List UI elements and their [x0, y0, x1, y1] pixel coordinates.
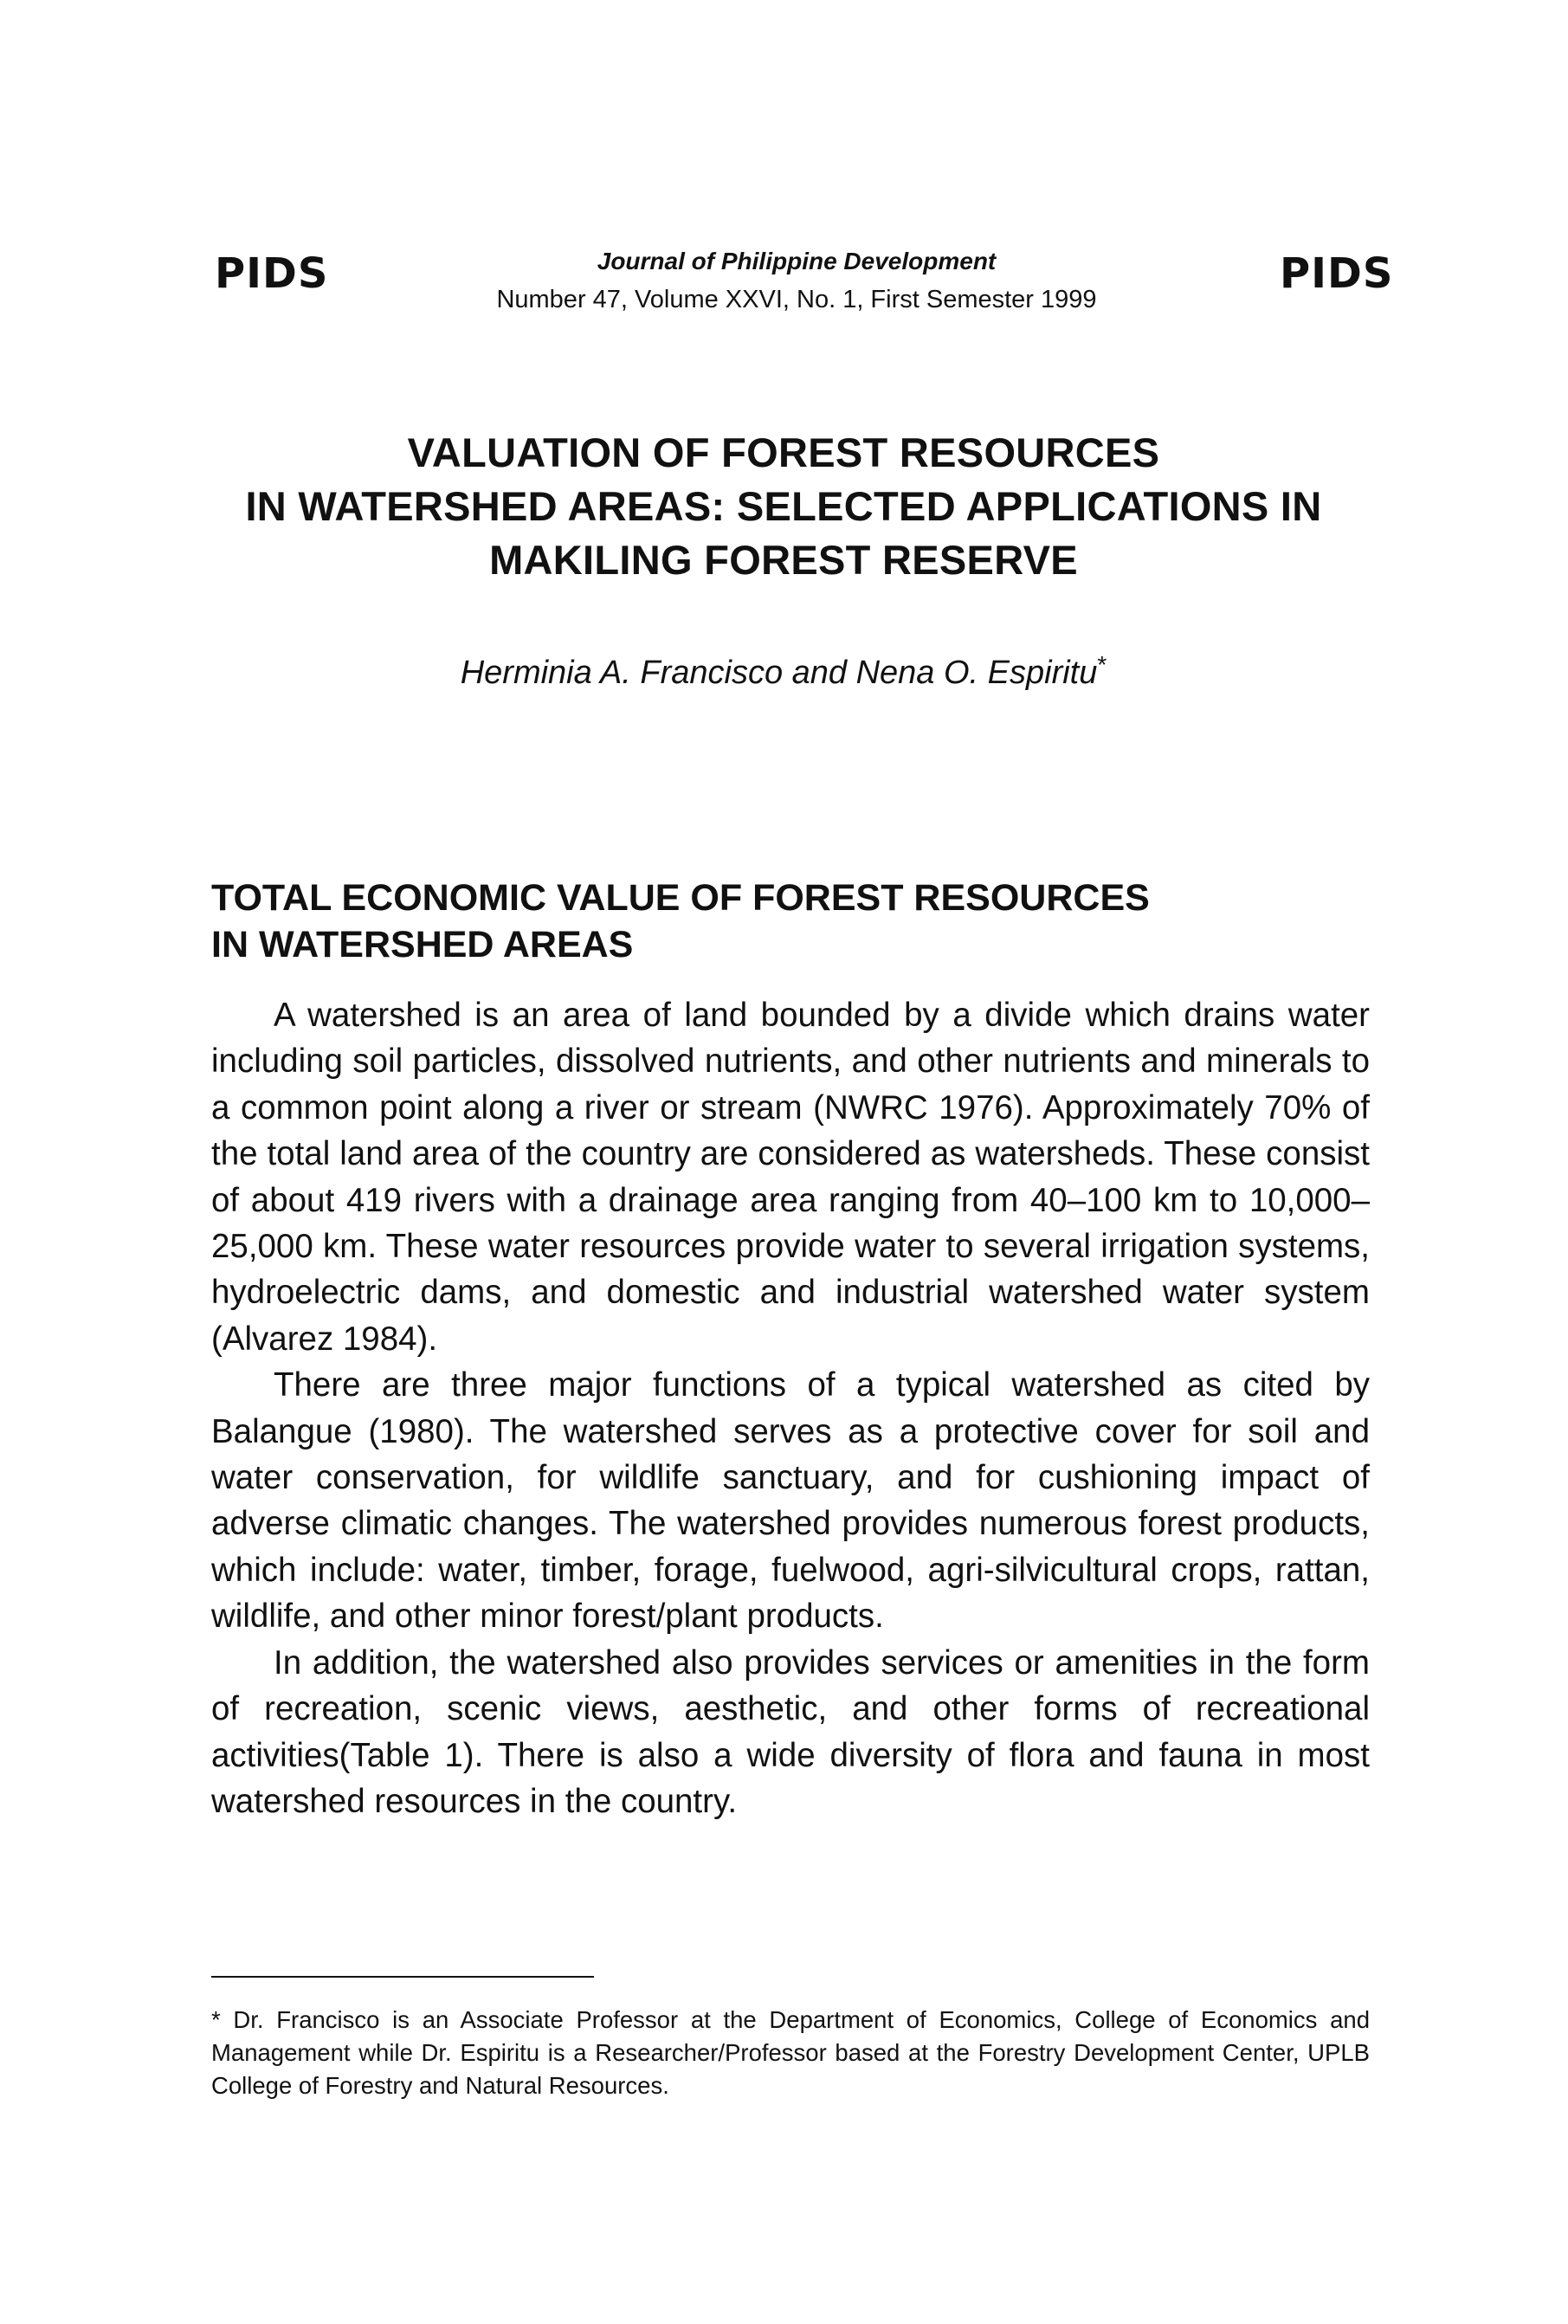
author-footnote-marker: * — [1097, 651, 1107, 678]
title-line-3: MAKILING FOREST RESERVE — [489, 537, 1078, 583]
title-line-1: VALUATION OF FOREST RESOURCES — [407, 429, 1160, 475]
author-names: Herminia A. Francisco and Nena O. Espiritu — [460, 655, 1098, 691]
paragraph-1: A watershed is an area of land bounded by a divide which drains water including soil particles, dissolved nutrients, and other nutrients and minerals to a common point along a river or stream (NWRC 1976). Approximately 70% of the total land area of the country are considered as watersheds. These consist of about 419 rivers with a drainage area ranging from 40–100 km to 10,000–25,000 km. These water resources provide water to several irrigation systems, hydroelectric dams, and domestic and industrial watershed water system (Alvarez 1984). — [211, 997, 1370, 1358]
paragraph-3: In addition, the watershed also provides services or amenities in the form of recreation, scenic views, aesthetic, and other forms of recreational activities(Table 1). There is also a wide diversity of flora and fauna in most watershed resources in the country. — [211, 1643, 1370, 1820]
footnote: * Dr. Francisco is an Associate Professor at the Department of Economics, College of Economics and Management while Dr. Espiritu is a Researcher/Professor based at the Forestry Development Center, UPLB College of Forestry and Natural Resources. — [211, 2006, 1370, 2099]
paragraph-2: There are three major functions of a typical watershed as cited by Balangue (1980). The watershed serves as a protective cover for soil and water conservation, for wildlife sanctuary, and for cushioning impact of adverse climatic changes. The watershed provides numerous forest products, which include: water, timber, forage, fuelwood, agri-silvicultural crops, rattan, wildlife, and other minor forest/plant products. — [211, 1366, 1370, 1636]
body-text — [211, 992, 1370, 1824]
footnote-divider — [211, 1976, 594, 1978]
section-heading-line-1: TOTAL ECONOMIC VALUE OF FOREST RESOURCES — [211, 877, 1150, 919]
pids-logo-right — [1280, 249, 1394, 298]
section-heading — [211, 875, 1363, 968]
article-title — [199, 426, 1368, 587]
pids-logo-left-text: PIDS — [215, 249, 329, 298]
journal-name: Journal of Philippine Development — [597, 248, 997, 274]
article-authors — [199, 651, 1368, 692]
title-line-2: IN WATERSHED AREAS: SELECTED APPLICATIONS IN — [245, 483, 1322, 529]
section-heading-line-2: IN WATERSHED AREAS — [211, 924, 634, 965]
journal-issue: Number 47, Volume XXVI, No. 1, First Semester 1999 — [496, 286, 1097, 313]
pids-logo-left — [215, 249, 329, 298]
pids-logo-right-text: PIDS — [1280, 249, 1394, 298]
